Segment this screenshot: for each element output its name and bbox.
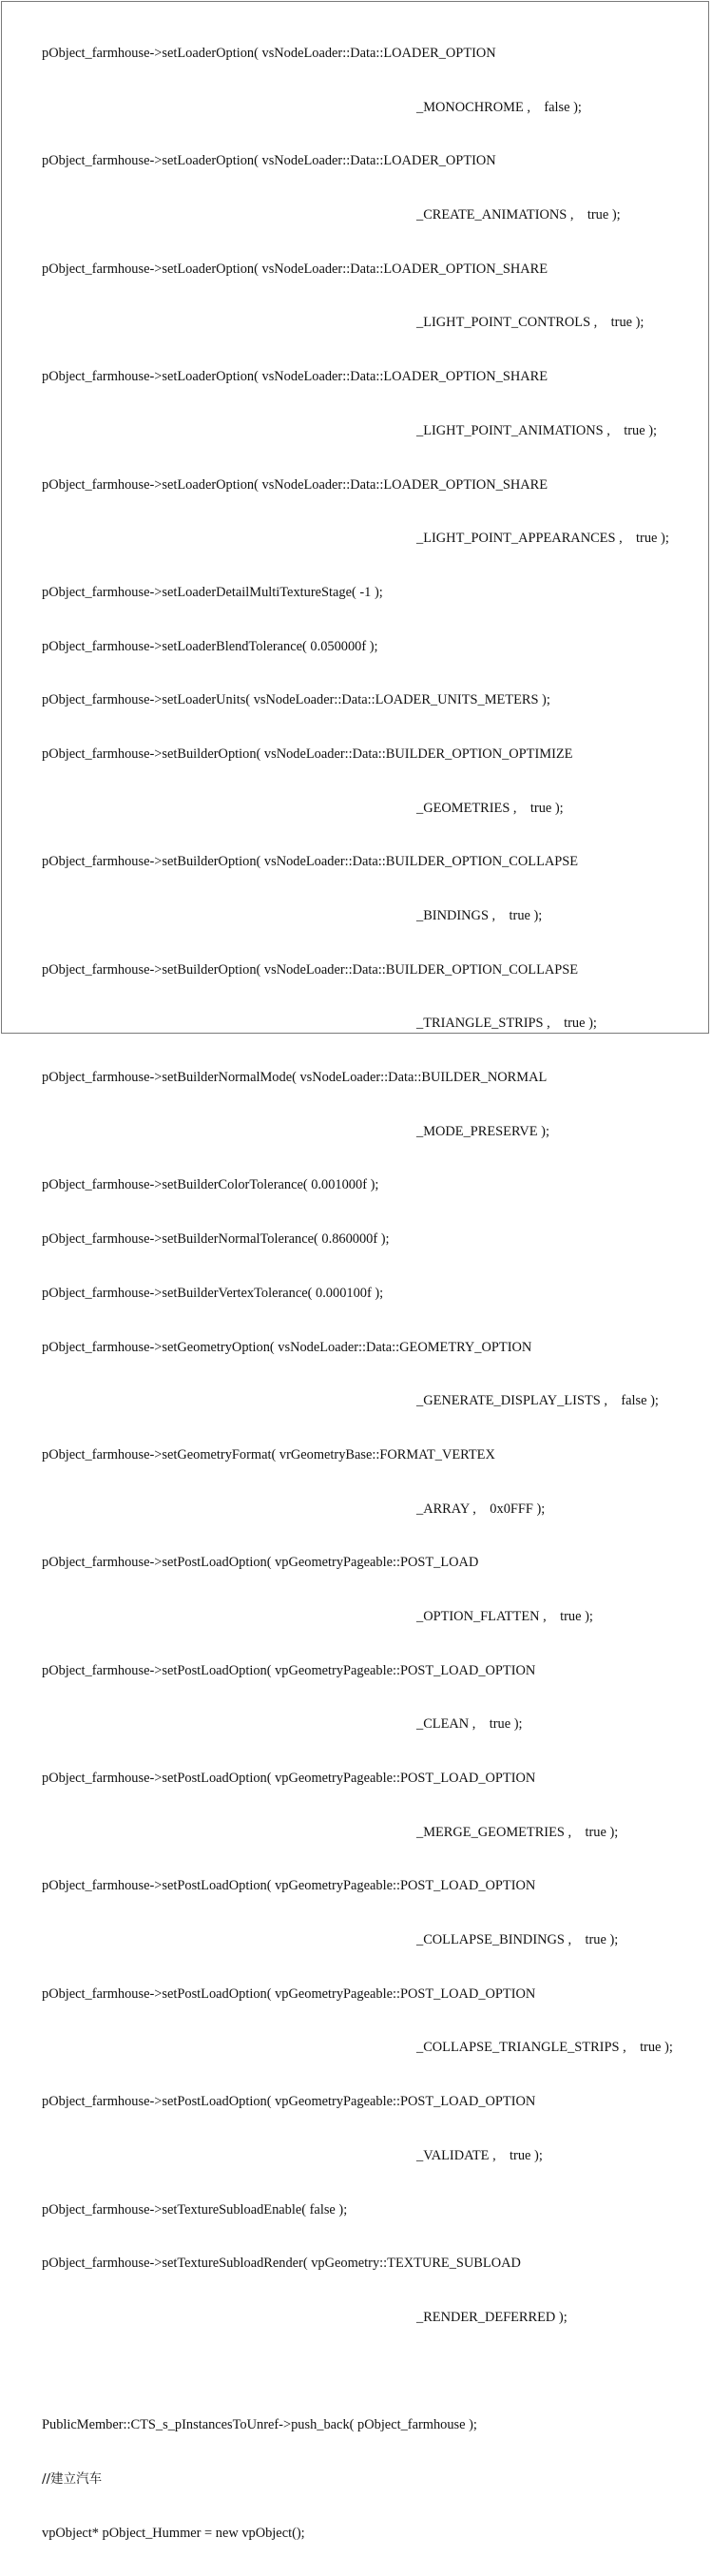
code-line: pObject_farmhouse->setBuilderOption( vsNodeLoader::Data::BUILDER_OPTION_COLLAPSE bbox=[42, 854, 579, 870]
code-line-continuation: _MERGE_GEOMETRIES , true ); bbox=[416, 1824, 619, 1840]
code-line: vpObject* pObject_Hummer = new vpObject(); bbox=[42, 2525, 305, 2541]
code-line: pObject_farmhouse->setGeometryFormat( vrGeometryBase::FORMAT_VERTEX bbox=[42, 1446, 495, 1462]
code-line: pObject_farmhouse->setPostLoadOption( vpGeometryPageable::POST_LOAD bbox=[42, 1555, 479, 1571]
code-line: pObject_farmhouse->setPostLoadOption( vpGeometryPageable::POST_LOAD_OPTION bbox=[42, 1878, 536, 1894]
code-line-continuation: _MODE_PRESERVE ); bbox=[416, 1123, 549, 1139]
code-line: pObject_farmhouse->setBuilderColorTolerance( 0.001000f ); bbox=[42, 1177, 379, 1193]
code-line: pObject_farmhouse->setTextureSubloadRender( vpGeometry::TEXTURE_SUBLOAD bbox=[42, 2256, 521, 2272]
code-line: pObject_farmhouse->setLoaderOption( vsNodeLoader::Data::LOADER_OPTION bbox=[42, 46, 496, 61]
code-line: pObject_farmhouse->setPostLoadOption( vpGeometryPageable::POST_LOAD_OPTION bbox=[42, 2094, 536, 2110]
code-line-continuation: _VALIDATE , true ); bbox=[416, 2147, 543, 2163]
code-line-continuation: _COLLAPSE_BINDINGS , true ); bbox=[416, 1932, 619, 1948]
code-line: PublicMember::CTS_s_pInstancesToUnref->push_back( pObject_farmhouse ); bbox=[42, 2417, 477, 2433]
code-line-continuation: _OPTION_FLATTEN , true ); bbox=[416, 1608, 593, 1624]
code-line: pObject_farmhouse->setGeometryOption( vsNodeLoader::Data::GEOMETRY_OPTION bbox=[42, 1339, 532, 1355]
code-line: pObject_farmhouse->setLoaderUnits( vsNodeLoader::Data::LOADER_UNITS_METERS ); bbox=[42, 692, 550, 708]
code-line-continuation: _GENERATE_DISPLAY_LISTS , false ); bbox=[416, 1393, 659, 1409]
code-line: pObject_farmhouse->setBuilderNormalTolerance( 0.860000f ); bbox=[42, 1231, 390, 1248]
code-line: pObject_farmhouse->setBuilderVertexTolerance( 0.000100f ); bbox=[42, 1285, 384, 1301]
code-block bbox=[42, 10, 708, 2576]
code-line: pObject_farmhouse->setPostLoadOption( vpGeometryPageable::POST_LOAD_OPTION bbox=[42, 1985, 536, 2002]
code-line: pObject_farmhouse->setLoaderOption( vsNodeLoader::Data::LOADER_OPTION_SHARE bbox=[42, 261, 548, 277]
code-line: pObject_farmhouse->setLoaderOption( vsNodeLoader::Data::LOADER_OPTION_SHARE bbox=[42, 476, 548, 493]
code-line-continuation: _LIGHT_POINT_CONTROLS , true ); bbox=[416, 315, 645, 331]
code-listing-frame bbox=[1, 1, 709, 2541]
code-line: pObject_farmhouse->setPostLoadOption( vpGeometryPageable::POST_LOAD_OPTION bbox=[42, 1771, 536, 1786]
code-line-continuation: _COLLAPSE_TRIANGLE_STRIPS , true ); bbox=[416, 2040, 673, 2056]
code-line-continuation: _CLEAN , true ); bbox=[416, 1716, 523, 1733]
code-line: pObject_farmhouse->setLoaderBlendTolerance( 0.050000f ); bbox=[42, 638, 378, 654]
code-line-continuation: _LIGHT_POINT_ANIMATIONS , true ); bbox=[416, 422, 658, 438]
code-line: pObject_farmhouse->setLoaderDetailMultiTextureStage( -1 ); bbox=[42, 584, 383, 600]
blank-line bbox=[42, 2361, 708, 2383]
code-line: pObject_farmhouse->setBuilderOption( vsNodeLoader::Data::BUILDER_OPTION_OPTIMIZE bbox=[42, 746, 573, 762]
code-line: pObject_farmhouse->setBuilderOption( vsNodeLoader::Data::BUILDER_OPTION_COLLAPSE bbox=[42, 961, 579, 978]
code-line-continuation: _LIGHT_POINT_APPEARANCES , true ); bbox=[416, 531, 669, 547]
code-line: pObject_farmhouse->setPostLoadOption( vpGeometryPageable::POST_LOAD_OPTION bbox=[42, 1662, 536, 1678]
code-line-continuation: _CREATE_ANIMATIONS , true ); bbox=[416, 207, 621, 223]
code-comment-line: //建立汽车 bbox=[42, 2470, 103, 2487]
code-line-continuation: _MONOCHROME , false ); bbox=[416, 99, 582, 115]
code-line-continuation: _ARRAY , 0x0FFF ); bbox=[416, 1501, 546, 1517]
code-line: pObject_farmhouse->setLoaderOption( vsNodeLoader::Data::LOADER_OPTION_SHARE bbox=[42, 369, 548, 385]
code-line-continuation: _GEOMETRIES , true ); bbox=[416, 800, 564, 816]
code-line-continuation: _TRIANGLE_STRIPS , true ); bbox=[416, 1016, 597, 1032]
code-line: pObject_farmhouse->setTextureSubloadEnable( false ); bbox=[42, 2201, 348, 2218]
code-line: pObject_farmhouse->setLoaderOption( vsNodeLoader::Data::LOADER_OPTION bbox=[42, 153, 496, 169]
code-line: pObject_farmhouse->setBuilderNormalMode( vsNodeLoader::Data::BUILDER_NORMAL bbox=[42, 1070, 548, 1086]
code-line-continuation: _BINDINGS , true ); bbox=[416, 908, 543, 923]
code-line-continuation: _RENDER_DEFERRED ); bbox=[416, 2309, 568, 2325]
